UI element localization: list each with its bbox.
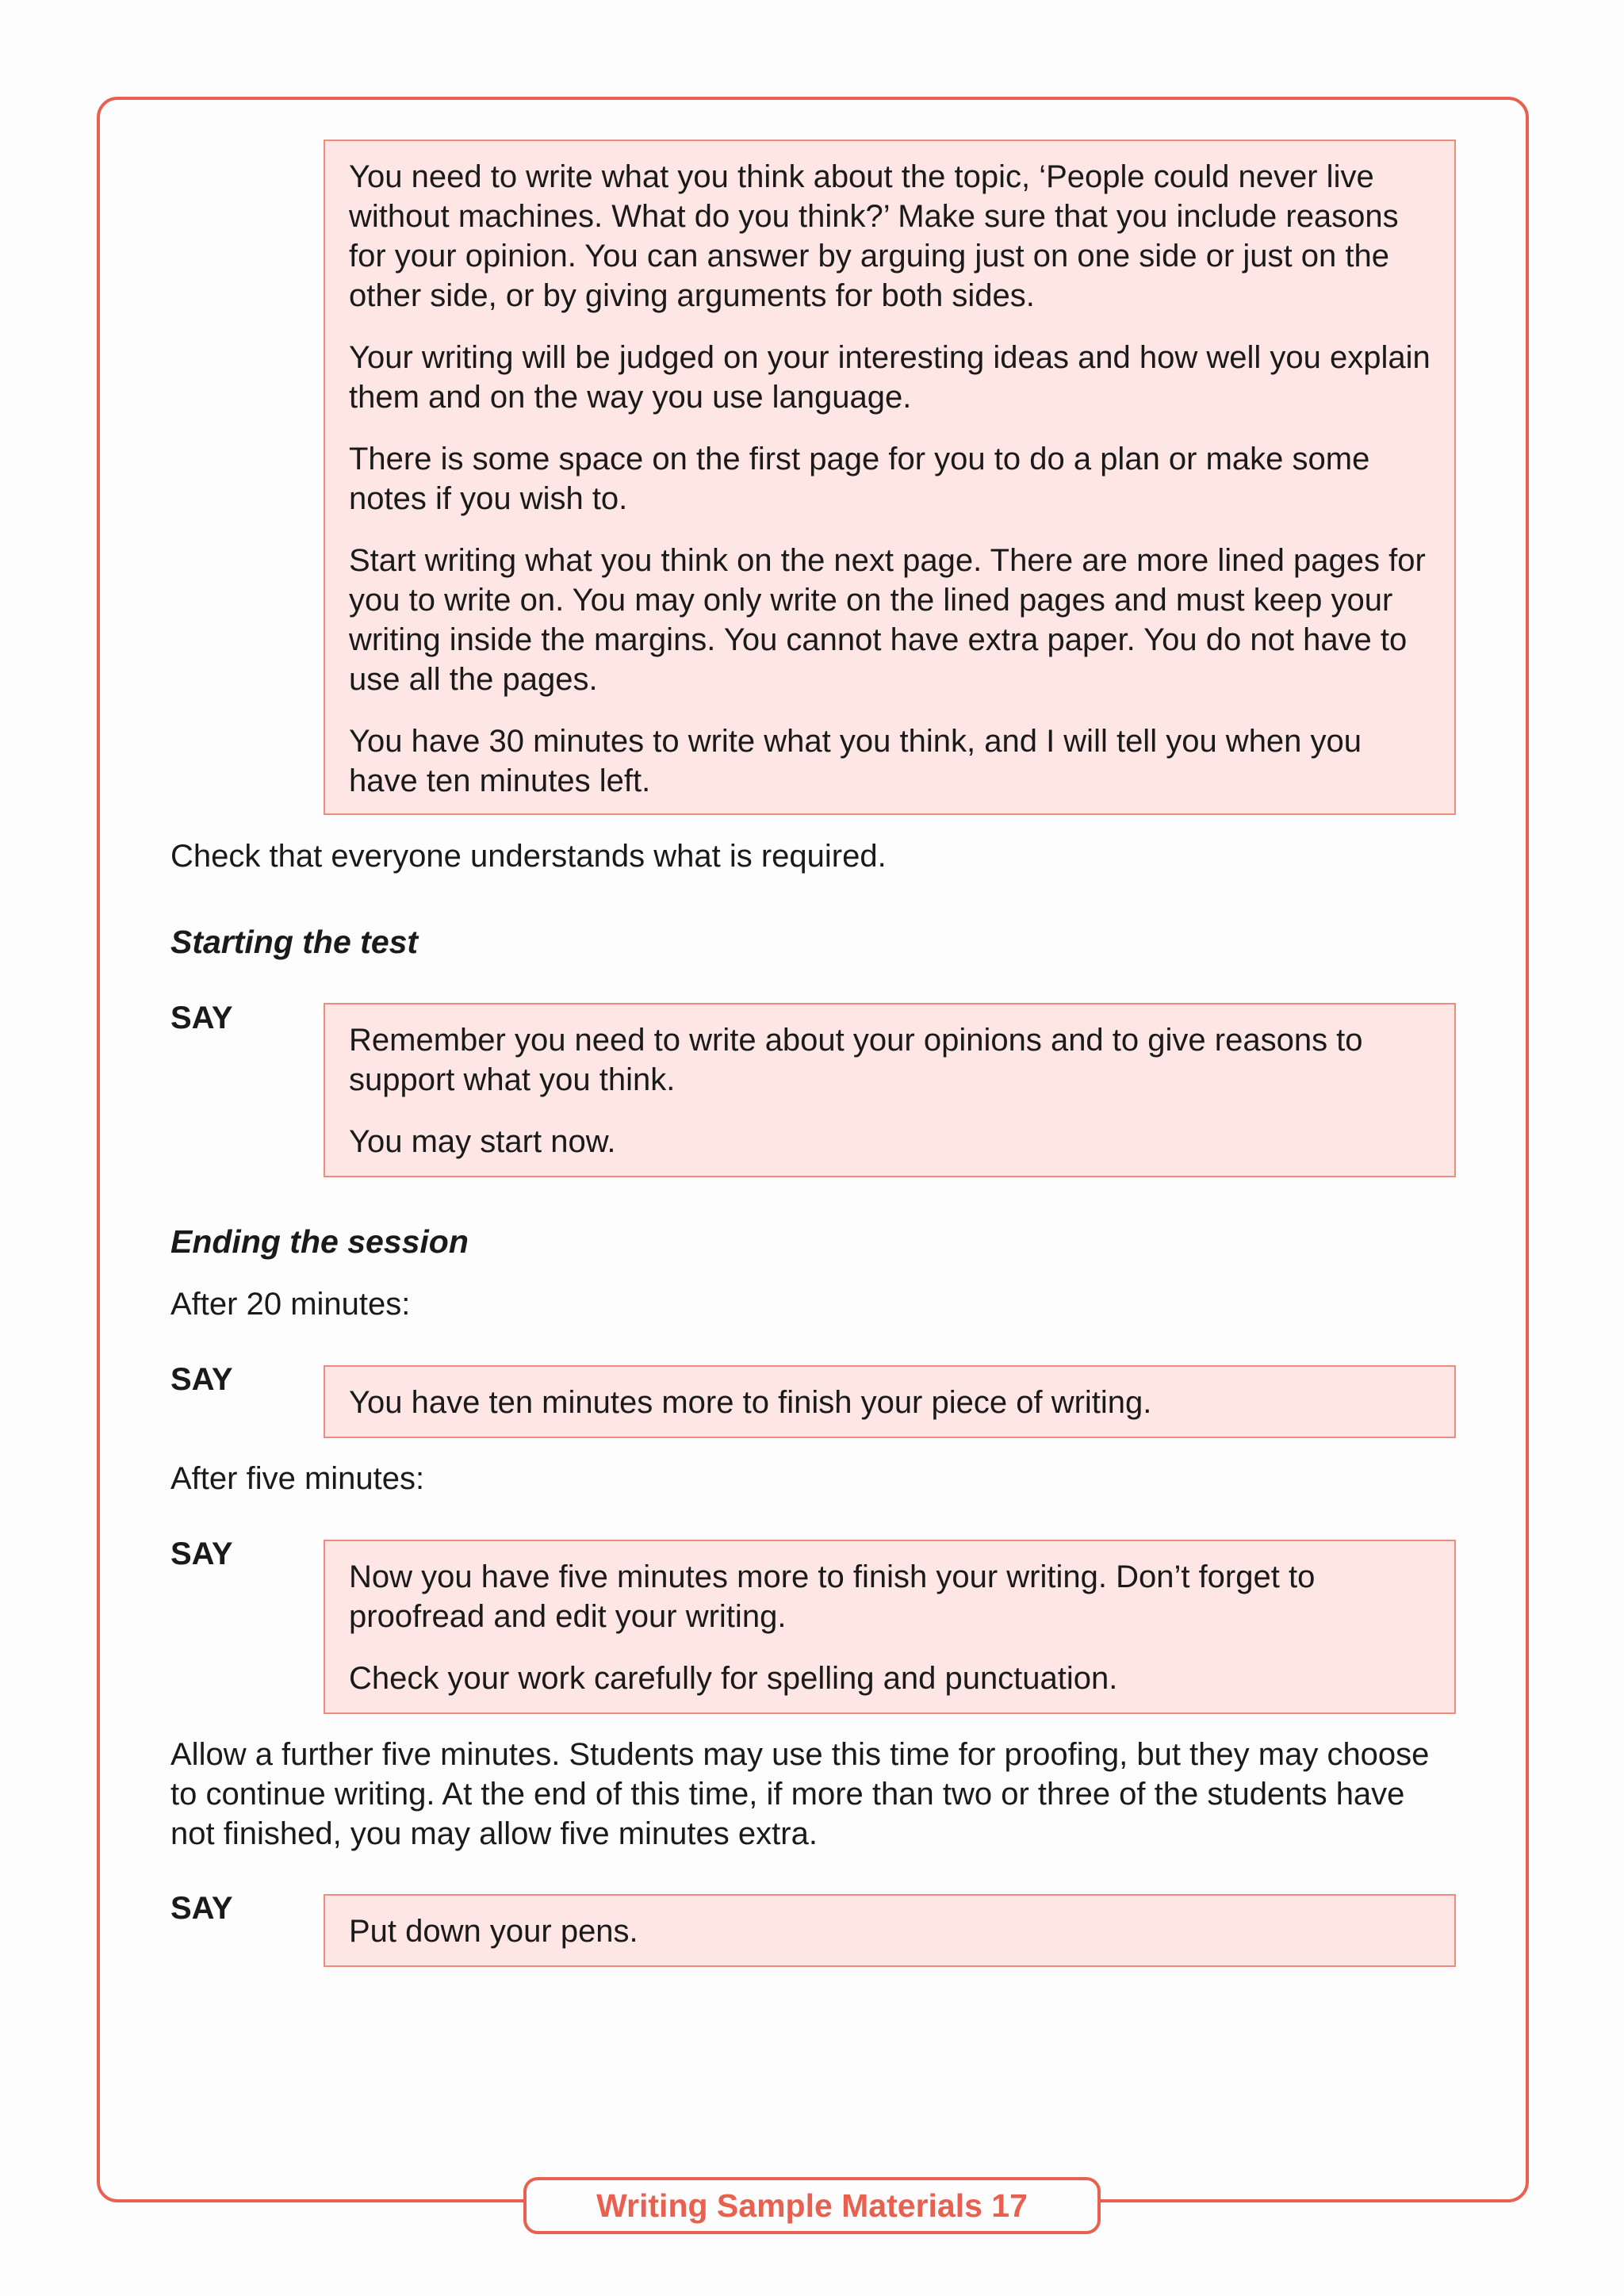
after-20-text: After 20 minutes: bbox=[170, 1287, 411, 1322]
ten-minutes-say-box bbox=[324, 1365, 1456, 1438]
ten-minutes-text: You have ten minutes more to finish your piece of writing. bbox=[349, 1385, 1152, 1420]
pens-down-text: Put down your pens. bbox=[349, 1914, 638, 1949]
allow-text: Allow a further five minutes. Students may use this time for proofing, but they may choose to continue writing. At the end of this time, if more than two or three of the students have not finished, you may allow five minutes extra. bbox=[170, 1737, 1430, 1851]
check-text: Check that everyone understands what is required. bbox=[170, 839, 887, 874]
page-footer bbox=[523, 2177, 1101, 2234]
starting-heading: Starting the test bbox=[170, 924, 419, 960]
five-minutes-paragraph: Check your work carefully for spelling and punctuation. bbox=[349, 1661, 1118, 1696]
ending-heading: Ending the session bbox=[170, 1223, 469, 1260]
pens-down-say-box bbox=[324, 1894, 1456, 1967]
instruction-paragraph: Start writing what you think on the next page. There are more lined pages for you to write on. You may only write on the lined pages and must keep your writing inside the margins. You cannot have extra paper. You do not have to use all the pages. bbox=[349, 543, 1426, 697]
instruction-say-box bbox=[324, 140, 1456, 815]
say-label: SAY bbox=[170, 1891, 233, 1926]
instruction-paragraph: There is some space on the first page for you to do a plan or make some notes if you wish to. bbox=[349, 442, 1370, 516]
after-five-text: After five minutes: bbox=[170, 1461, 425, 1496]
say-label: SAY bbox=[170, 1536, 233, 1571]
five-minutes-paragraph: Now you have five minutes more to finish your writing. Don’t forget to proofread and edit your writing. bbox=[349, 1559, 1316, 1634]
say-label: SAY bbox=[170, 1001, 233, 1035]
instruction-paragraph: Your writing will be judged on your interesting ideas and how well you explain them and on the way you use language. bbox=[349, 340, 1431, 415]
starting-say-box bbox=[324, 1003, 1456, 1177]
instruction-paragraph: You have 30 minutes to write what you think, and I will tell you when you have ten minutes left. bbox=[349, 724, 1362, 798]
starting-paragraph: You may start now. bbox=[349, 1124, 616, 1159]
footer-label: Writing Sample Materials 17 bbox=[596, 2187, 1028, 2224]
five-minutes-say-box bbox=[324, 1540, 1456, 1714]
say-label: SAY bbox=[170, 1362, 233, 1397]
starting-paragraph: Remember you need to write about your opinions and to give reasons to support what you think. bbox=[349, 1023, 1363, 1097]
instruction-paragraph: You need to write what you think about the topic, ‘People could never live without machines. What do you think?’ Make sure that you include reasons for your opinion. You can answer by arguing just on one side or just on the other side, or by giving arguments for both sides. bbox=[349, 159, 1399, 313]
